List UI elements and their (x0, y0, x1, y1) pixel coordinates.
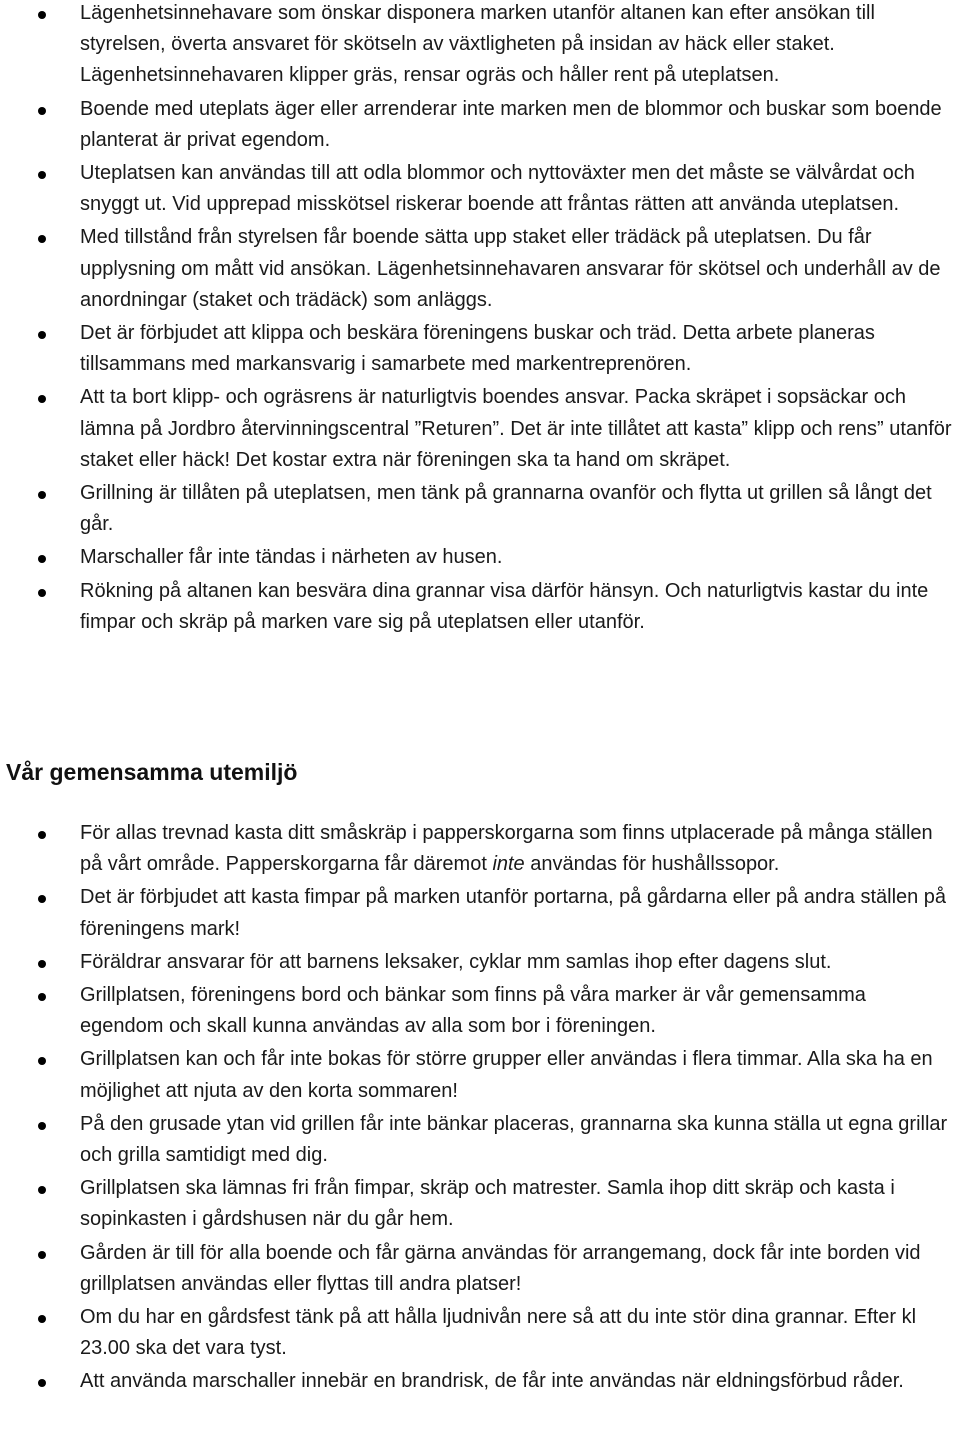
list-item (0, 980, 960, 1042)
bullet-icon (38, 555, 46, 563)
list-item-text: Att ta bort klipp- och ogräsrens är naturligtvis boendes ansvar. Packa skräpet i sopsäckar och lämna på Jordbro återvinningscentral ”Returen”. Det är inte tillåtet att kasta” klipp och rens” utanför staket eller häck! Det kostar extra när föreningen ska ta hand om skräpet. (80, 386, 952, 471)
list-item-text: Grillplatsen, föreningens bord och bänkar som finns på våra marker är vår gemensamma egendom och skall kunna användas av alla som bor i föreningen. (80, 984, 866, 1038)
list-item-text: Grillplatsen kan och får inte bokas för större grupper eller användas i flera timmar. Alla ska ha en möjlighet att njuta av den korta sommaren! (80, 1048, 933, 1102)
list-item (0, 947, 960, 978)
list-item-text: Rökning på altanen kan besvära dina grannar visa därför hänsyn. Och naturligtvis kastar du inte fimpar och skräp på marken vare sig på uteplatsen eller utanför. (80, 579, 929, 633)
list-item (0, 576, 960, 638)
list-item (0, 382, 960, 476)
bullet-icon (38, 395, 46, 403)
list-item-text: Lägenhetsinnehavare som önskar disponera marken utanför altanen kan efter ansökan till styrelsen, överta ansvaret för skötseln av växtligheten på insidan av häck eller staket. Lägenhetsinnehavaren klipper gräs, rensar ogräs och håller rent på uteplatsen. (80, 2, 875, 87)
list-item-text: Med tillstånd från styrelsen får boende sätta upp staket eller trädäck på uteplatsen. Du får upplysning om mått vid ansökan. Lägenhetsinnehavaren ansvarar för skötsel och underhåll av de anordningar (staket och trädäck) som anläggs. (80, 226, 941, 311)
bullet-icon (38, 589, 46, 597)
list-item (0, 1044, 960, 1106)
list-item-text: Uteplatsen kan användas till att odla blommor och nyttoväxter men det måste se välvårdat och snyggt ut. Vid upprepad misskötsel riskerar boende att fråntas rätten att använda uteplatsen. (80, 162, 915, 216)
uteplats-rules-list (0, 0, 960, 640)
list-item (0, 0, 960, 92)
section-heading: Vår gemensamma utemiljö (6, 759, 298, 785)
list-item (0, 1366, 960, 1397)
list-item-text: Grillplatsen ska lämnas fri från fimpar, skräp och matrester. Samla ihop ditt skräp och kasta i sopinkasten i gårdshusen när du går hem. (80, 1177, 895, 1231)
bullet-icon (38, 1122, 46, 1130)
list-item-text: Grillning är tillåten på uteplatsen, men tänk på grannarna ovanför och flytta ut grillen så långt det går. (80, 482, 932, 536)
list-item (0, 478, 960, 540)
list-item (0, 222, 960, 316)
list-item (0, 542, 960, 573)
list-item-text: Det är förbjudet att klippa och beskära föreningens buskar och träd. Detta arbete planeras tillsammans med markansvarig i samarbete med markentreprenören. (80, 322, 875, 376)
list-item-text-after: användas för hushållssopor. (524, 853, 780, 876)
bullet-icon (38, 11, 46, 19)
list-item (0, 1109, 960, 1171)
list-item-text: Föräldrar ansvarar för att barnens leksaker, cyklar mm samlas ihop efter dagens slut. (80, 950, 832, 973)
list-item-text: Gården är till för alla boende och får gärna användas för arrangemang, dock får inte borden vid grillplatsen användas eller flyttas till andra platser! (80, 1241, 921, 1295)
list-item (0, 1238, 960, 1300)
bullet-icon (38, 831, 46, 839)
bullet-icon (38, 235, 46, 243)
bullet-icon (38, 960, 46, 968)
list-item-text: Om du har en gårdsfest tänk på att hålla ljudnivån nere så att du inte stör dina grannar. Efter kl 23.00 ska det vara tyst. (80, 1306, 917, 1360)
bullet-icon (38, 1186, 46, 1194)
list-item-text: Marschaller får inte tändas i närheten av husen. (80, 546, 503, 569)
emphasis-text: inte (492, 853, 525, 876)
list-item (0, 318, 960, 380)
bullet-icon (38, 107, 46, 115)
bullet-icon (38, 993, 46, 1001)
list-item (0, 1302, 960, 1364)
bullet-icon (38, 1379, 46, 1387)
list-item (0, 158, 960, 220)
list-item (0, 94, 960, 156)
list-item-text: Det är förbjudet att kasta fimpar på marken utanför portarna, på gårdarna eller på andra ställen på föreningens mark! (80, 886, 947, 940)
list-item-text: Att använda marschaller innebär en brandrisk, de får inte användas när eldningsförbud råder. (80, 1370, 904, 1393)
list-item (0, 818, 960, 880)
list-item-text: Boende med uteplats äger eller arrenderar inte marken men de blommor och buskar som boende planterat är privat egendom. (80, 97, 942, 151)
bullet-icon (38, 1251, 46, 1259)
list-item-text: På den grusade ytan vid grillen får inte bänkar placeras, grannarna ska kunna ställa ut egna grillar och grilla samtidigt med dig. (80, 1112, 948, 1167)
bullet-icon (38, 1057, 46, 1065)
bullet-icon (38, 331, 46, 339)
utemiljo-rules-list (0, 818, 960, 1400)
bullet-icon (38, 171, 46, 179)
list-item (0, 1173, 960, 1235)
list-item (0, 882, 960, 944)
bullet-icon (38, 491, 46, 499)
list-item-text-before: För allas trevnad kasta ditt småskräp i papperskorgarna som finns utplacerade på många ställen på vårt område. Papperskorgarna får däremot (80, 822, 933, 876)
bullet-icon (38, 895, 46, 903)
bullet-icon (38, 1315, 46, 1323)
